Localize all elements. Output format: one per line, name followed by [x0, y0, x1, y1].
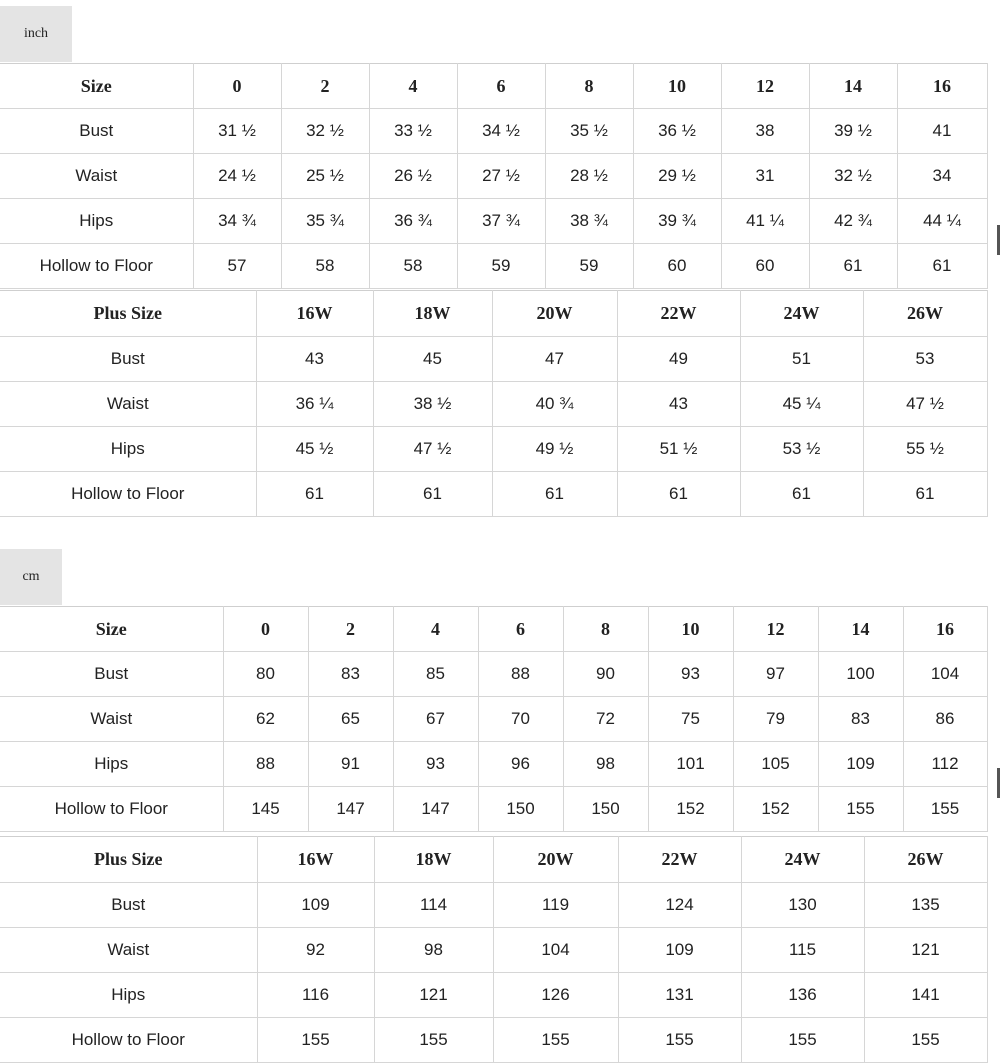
measurement-value-cell: 100: [818, 652, 903, 697]
measurement-label-cell: Hollow to Floor: [0, 472, 256, 517]
measurement-value-cell: 58: [369, 244, 457, 289]
measurement-value-cell: 155: [818, 787, 903, 832]
measurement-value-cell: 32 ½: [809, 154, 897, 199]
measurement-value-cell: 59: [545, 244, 633, 289]
table-row: [0, 1018, 987, 1063]
measurement-value-cell: 61: [492, 472, 617, 517]
measurement-value-cell: 155: [903, 787, 987, 832]
measurement-value-cell: 155: [257, 1018, 374, 1063]
size-header-cell: 12: [733, 607, 818, 652]
measurement-value-cell: 147: [308, 787, 393, 832]
measurement-value-cell: 121: [864, 928, 987, 973]
measurement-value-cell: 60: [633, 244, 721, 289]
measurement-value-cell: 39 ¾: [633, 199, 721, 244]
measurement-value-cell: 131: [618, 973, 741, 1018]
measurement-value-cell: 130: [741, 883, 864, 928]
size-header-cell: 24W: [740, 291, 863, 337]
size-header-cell: 8: [563, 607, 648, 652]
measurement-value-cell: 47: [492, 337, 617, 382]
header-label-cell: Plus Size: [0, 291, 256, 337]
measurement-label-cell: Bust: [0, 109, 193, 154]
measurement-value-cell: 29 ½: [633, 154, 721, 199]
measurement-value-cell: 119: [493, 883, 618, 928]
measurement-value-cell: 155: [864, 1018, 987, 1063]
measurement-value-cell: 88: [223, 742, 308, 787]
measurement-value-cell: 115: [741, 928, 864, 973]
header-row: [0, 607, 987, 652]
measurement-value-cell: 88: [478, 652, 563, 697]
measurement-label-cell: Hips: [0, 427, 256, 472]
measurement-value-cell: 49 ½: [492, 427, 617, 472]
size-header-cell: 6: [457, 64, 545, 109]
table-row: [0, 697, 987, 742]
measurement-value-cell: 28 ½: [545, 154, 633, 199]
header-label-cell: Size: [0, 64, 193, 109]
measurement-value-cell: 135: [864, 883, 987, 928]
measurement-value-cell: 104: [493, 928, 618, 973]
table-row: [0, 382, 987, 427]
measurement-value-cell: 104: [903, 652, 987, 697]
header-label-cell: Plus Size: [0, 837, 257, 883]
measurement-label-cell: Waist: [0, 382, 256, 427]
measurement-value-cell: 55 ½: [863, 427, 987, 472]
measurement-value-cell: 36 ½: [633, 109, 721, 154]
size-header-cell: 6: [478, 607, 563, 652]
table-row: [0, 244, 987, 289]
measurement-value-cell: 65: [308, 697, 393, 742]
measurement-value-cell: 47 ½: [863, 382, 987, 427]
measurement-value-cell: 152: [733, 787, 818, 832]
measurement-label-cell: Waist: [0, 154, 193, 199]
measurement-value-cell: 152: [648, 787, 733, 832]
size-header-cell: 12: [721, 64, 809, 109]
measurement-value-cell: 31: [721, 154, 809, 199]
measurement-value-cell: 70: [478, 697, 563, 742]
measurement-value-cell: 116: [257, 973, 374, 1018]
measurement-value-cell: 33 ½: [369, 109, 457, 154]
measurement-value-cell: 86: [903, 697, 987, 742]
measurement-value-cell: 136: [741, 973, 864, 1018]
size-header-cell: 10: [648, 607, 733, 652]
measurement-value-cell: 35 ¾: [281, 199, 369, 244]
measurement-value-cell: 121: [374, 973, 493, 1018]
measurement-value-cell: 105: [733, 742, 818, 787]
measurement-value-cell: 83: [308, 652, 393, 697]
measurement-value-cell: 40 ¾: [492, 382, 617, 427]
size-header-cell: 10: [633, 64, 721, 109]
table-row: [0, 337, 987, 382]
measurement-value-cell: 34 ¾: [193, 199, 281, 244]
measurement-label-cell: Hollow to Floor: [0, 1018, 257, 1063]
measurement-value-cell: 101: [648, 742, 733, 787]
measurement-value-cell: 80: [223, 652, 308, 697]
measurement-label-cell: Hips: [0, 199, 193, 244]
measurement-value-cell: 49: [617, 337, 740, 382]
measurement-value-cell: 60: [721, 244, 809, 289]
measurement-value-cell: 62: [223, 697, 308, 742]
measurement-label-cell: Hips: [0, 742, 223, 787]
measurement-value-cell: 24 ½: [193, 154, 281, 199]
measurement-value-cell: 112: [903, 742, 987, 787]
table-row: [0, 427, 987, 472]
measurement-value-cell: 32 ½: [281, 109, 369, 154]
measurement-value-cell: 38 ½: [373, 382, 492, 427]
measurement-value-cell: 61: [809, 244, 897, 289]
size-header-cell: 0: [193, 64, 281, 109]
size-header-cell: 26W: [863, 291, 987, 337]
measurement-label-cell: Bust: [0, 337, 256, 382]
measurement-value-cell: 45: [373, 337, 492, 382]
measurement-value-cell: 97: [733, 652, 818, 697]
measurement-value-cell: 92: [257, 928, 374, 973]
measurement-value-cell: 34: [897, 154, 987, 199]
measurement-value-cell: 45 ¼: [740, 382, 863, 427]
measurement-value-cell: 47 ½: [373, 427, 492, 472]
measurement-value-cell: 90: [563, 652, 648, 697]
measurement-value-cell: 53: [863, 337, 987, 382]
measurement-value-cell: 59: [457, 244, 545, 289]
measurement-value-cell: 61: [897, 244, 987, 289]
measurement-value-cell: 98: [374, 928, 493, 973]
measurement-value-cell: 53 ½: [740, 427, 863, 472]
measurement-value-cell: 36 ¼: [256, 382, 373, 427]
size-header-cell: 16W: [256, 291, 373, 337]
size-header-cell: 18W: [373, 291, 492, 337]
size-header-cell: 16: [903, 607, 987, 652]
measurement-value-cell: 43: [256, 337, 373, 382]
measurement-label-cell: Hollow to Floor: [0, 244, 193, 289]
measurement-value-cell: 150: [478, 787, 563, 832]
size-header-cell: 2: [308, 607, 393, 652]
cm-plus-size-table: [0, 836, 988, 1063]
measurement-label-cell: Waist: [0, 697, 223, 742]
header-label-cell: Size: [0, 607, 223, 652]
measurement-value-cell: 85: [393, 652, 478, 697]
table-row: [0, 742, 987, 787]
size-header-cell: 22W: [617, 291, 740, 337]
header-row: [0, 64, 987, 109]
measurement-value-cell: 25 ½: [281, 154, 369, 199]
size-header-cell: 24W: [741, 837, 864, 883]
table-row: [0, 973, 987, 1018]
measurement-value-cell: 67: [393, 697, 478, 742]
size-header-cell: 18W: [374, 837, 493, 883]
size-header-cell: 0: [223, 607, 308, 652]
measurement-value-cell: 96: [478, 742, 563, 787]
measurement-value-cell: 61: [740, 472, 863, 517]
table-row: [0, 472, 987, 517]
inch-unit-tab: inch: [0, 6, 72, 62]
size-header-cell: 14: [818, 607, 903, 652]
measurement-value-cell: 41 ¼: [721, 199, 809, 244]
measurement-value-cell: 38: [721, 109, 809, 154]
measurement-label-cell: Waist: [0, 928, 257, 973]
table-row: [0, 928, 987, 973]
measurement-value-cell: 155: [374, 1018, 493, 1063]
measurement-value-cell: 39 ½: [809, 109, 897, 154]
measurement-value-cell: 37 ¾: [457, 199, 545, 244]
measurement-value-cell: 141: [864, 973, 987, 1018]
size-header-cell: 22W: [618, 837, 741, 883]
measurement-label-cell: Bust: [0, 883, 257, 928]
size-header-cell: 8: [545, 64, 633, 109]
measurement-value-cell: 75: [648, 697, 733, 742]
measurement-value-cell: 83: [818, 697, 903, 742]
measurement-label-cell: Bust: [0, 652, 223, 697]
measurement-value-cell: 44 ¼: [897, 199, 987, 244]
measurement-value-cell: 34 ½: [457, 109, 545, 154]
header-row: [0, 291, 987, 337]
measurement-value-cell: 38 ¾: [545, 199, 633, 244]
measurement-value-cell: 114: [374, 883, 493, 928]
table-row: [0, 109, 987, 154]
measurement-value-cell: 93: [393, 742, 478, 787]
measurement-value-cell: 51: [740, 337, 863, 382]
table-row: [0, 883, 987, 928]
size-header-cell: 4: [393, 607, 478, 652]
size-header-cell: 16: [897, 64, 987, 109]
measurement-value-cell: 51 ½: [617, 427, 740, 472]
header-row: [0, 837, 987, 883]
measurement-value-cell: 126: [493, 973, 618, 1018]
measurement-value-cell: 27 ½: [457, 154, 545, 199]
cm-unit-tab: cm: [0, 549, 62, 605]
table-row: [0, 652, 987, 697]
inch-standard-size-table: [0, 63, 988, 289]
size-header-cell: 20W: [492, 291, 617, 337]
measurement-value-cell: 41: [897, 109, 987, 154]
measurement-value-cell: 155: [618, 1018, 741, 1063]
measurement-value-cell: 61: [863, 472, 987, 517]
measurement-value-cell: 61: [373, 472, 492, 517]
size-header-cell: 16W: [257, 837, 374, 883]
measurement-value-cell: 91: [308, 742, 393, 787]
measurement-value-cell: 155: [741, 1018, 864, 1063]
size-header-cell: 20W: [493, 837, 618, 883]
cm-standard-size-table: [0, 606, 988, 832]
measurement-value-cell: 72: [563, 697, 648, 742]
measurement-value-cell: 31 ½: [193, 109, 281, 154]
measurement-value-cell: 42 ¾: [809, 199, 897, 244]
measurement-value-cell: 155: [493, 1018, 618, 1063]
inch-plus-size-table: [0, 290, 988, 517]
size-header-cell: 26W: [864, 837, 987, 883]
size-header-cell: 2: [281, 64, 369, 109]
measurement-label-cell: Hips: [0, 973, 257, 1018]
measurement-value-cell: 147: [393, 787, 478, 832]
measurement-value-cell: 124: [618, 883, 741, 928]
measurement-value-cell: 109: [257, 883, 374, 928]
table-row: [0, 154, 987, 199]
measurement-value-cell: 109: [818, 742, 903, 787]
measurement-value-cell: 26 ½: [369, 154, 457, 199]
measurement-value-cell: 57: [193, 244, 281, 289]
measurement-value-cell: 58: [281, 244, 369, 289]
measurement-value-cell: 145: [223, 787, 308, 832]
table-row: [0, 787, 987, 832]
table-row: [0, 199, 987, 244]
measurement-value-cell: 79: [733, 697, 818, 742]
size-header-cell: 14: [809, 64, 897, 109]
measurement-value-cell: 35 ½: [545, 109, 633, 154]
measurement-value-cell: 61: [256, 472, 373, 517]
measurement-value-cell: 61: [617, 472, 740, 517]
measurement-value-cell: 36 ¾: [369, 199, 457, 244]
measurement-value-cell: 93: [648, 652, 733, 697]
measurement-value-cell: 150: [563, 787, 648, 832]
size-header-cell: 4: [369, 64, 457, 109]
measurement-value-cell: 109: [618, 928, 741, 973]
measurement-value-cell: 45 ½: [256, 427, 373, 472]
measurement-value-cell: 98: [563, 742, 648, 787]
measurement-value-cell: 43: [617, 382, 740, 427]
measurement-label-cell: Hollow to Floor: [0, 787, 223, 832]
